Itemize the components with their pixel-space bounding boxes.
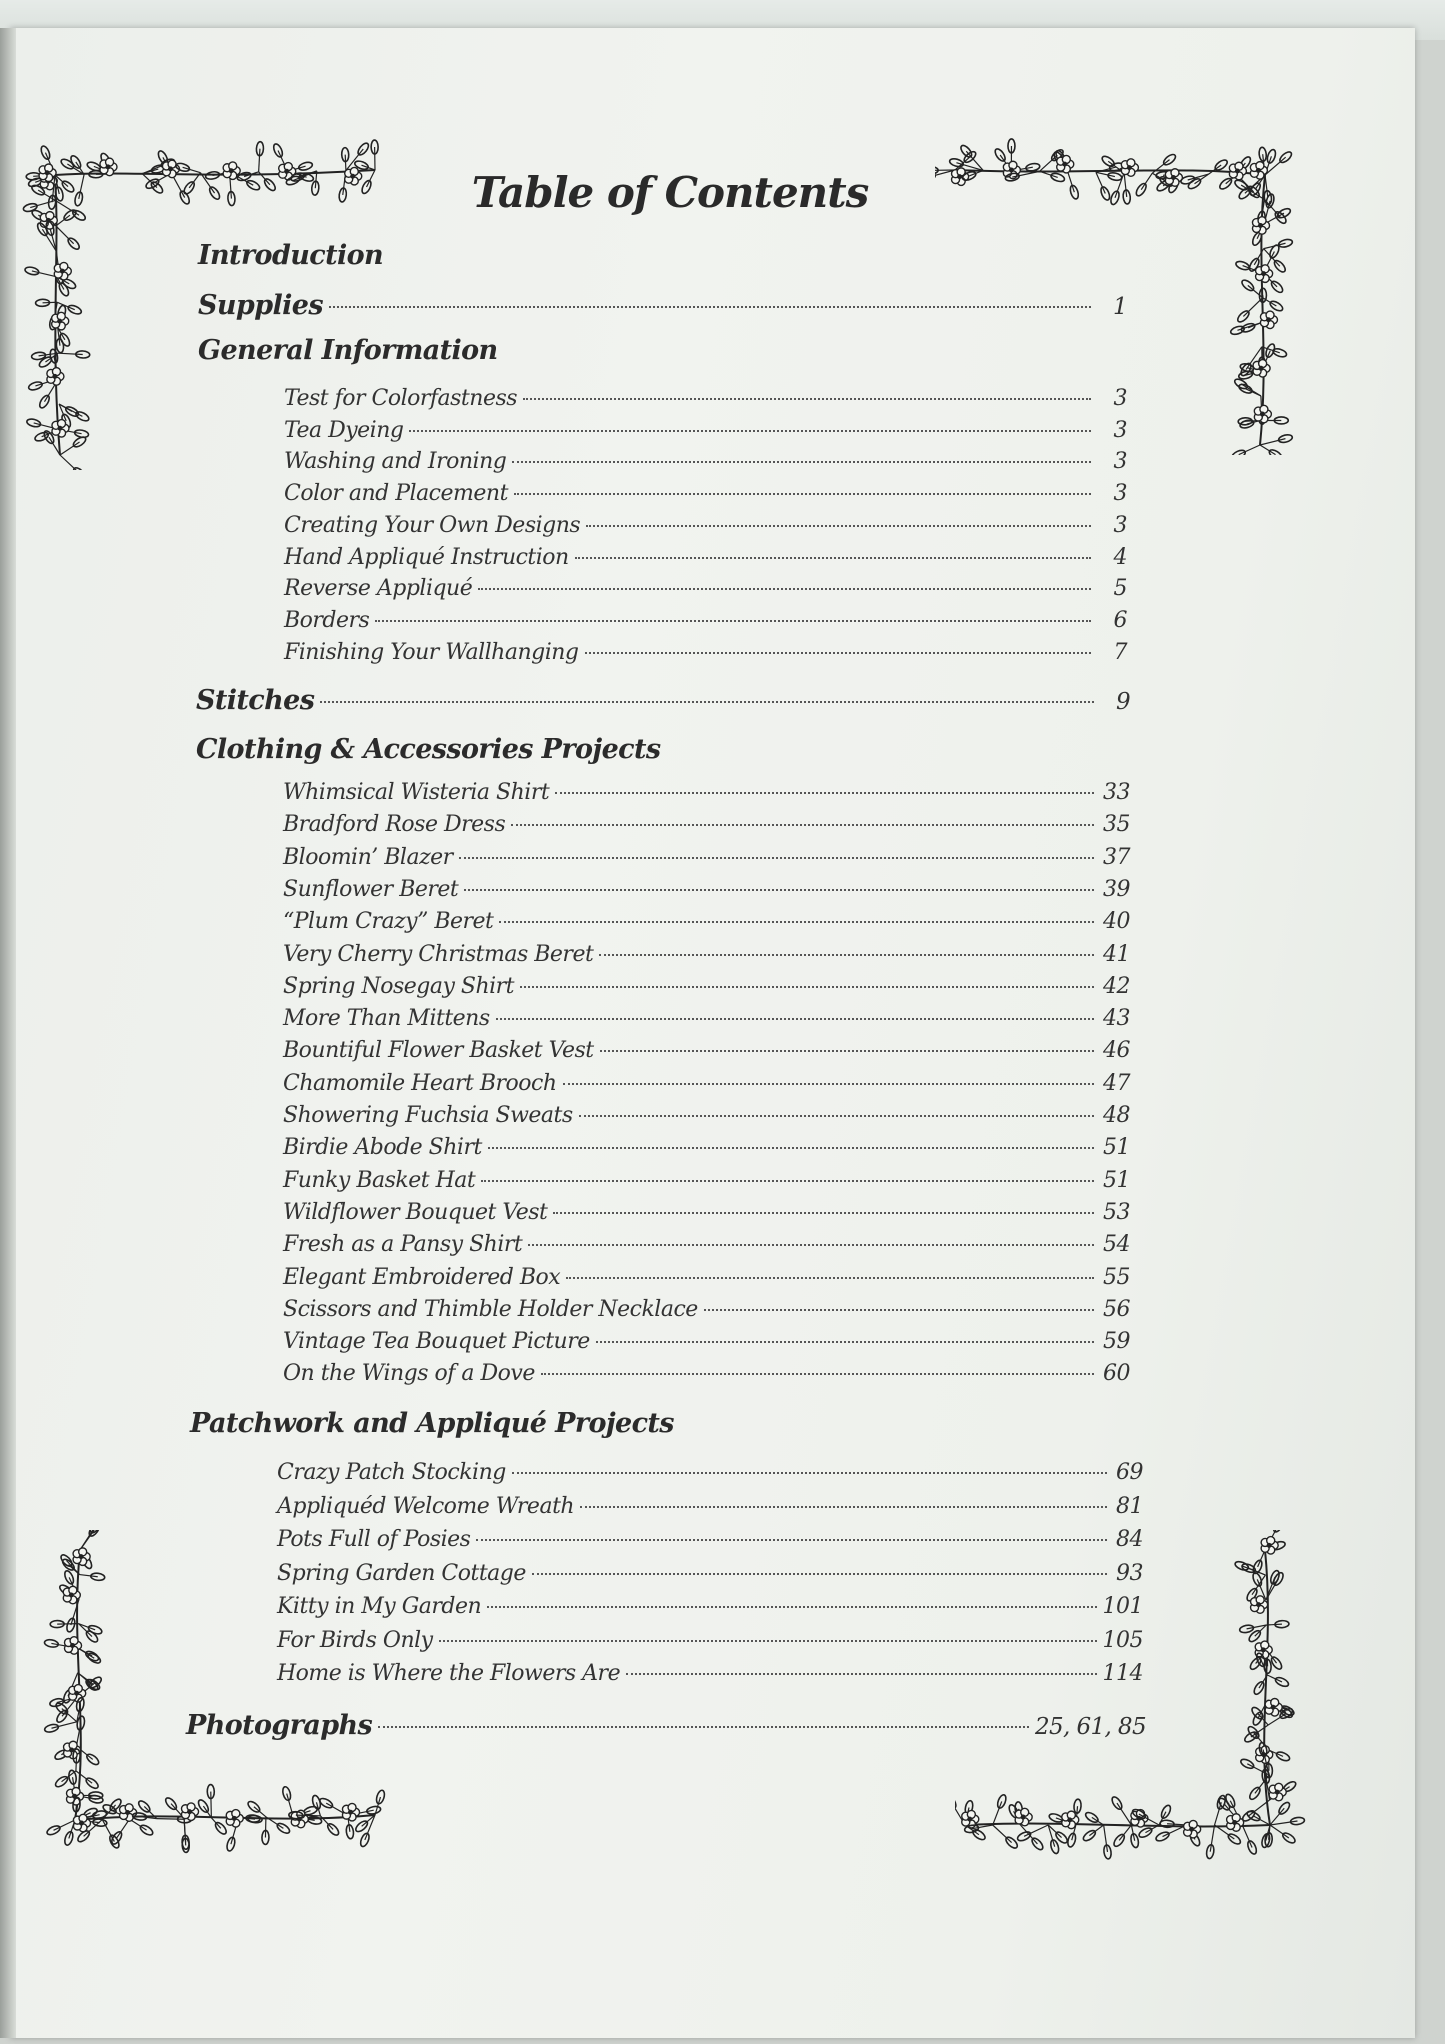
dot-leader	[586, 525, 1091, 527]
toc-page-number: 4	[1113, 544, 1127, 570]
toc-entry-row	[283, 1168, 1130, 1193]
toc-entry-label: Whimsical Wisteria Shirt	[283, 780, 550, 805]
toc-page-number: 3	[1113, 386, 1127, 411]
toc-entry-label: Very Cherry Christmas Beret	[283, 941, 594, 967]
toc-entry-row	[283, 1361, 1130, 1386]
toc-page-number: 9	[1115, 689, 1130, 715]
toc-entry-row	[277, 1527, 1143, 1552]
toc-entry-label: Kitty in My Garden	[277, 1594, 482, 1619]
dot-leader	[600, 1050, 1094, 1052]
toc-page-number: 33	[1103, 780, 1130, 805]
toc-entry-row	[283, 942, 1130, 967]
toc-entry-row	[283, 1103, 1130, 1128]
toc-page-number: 1	[1112, 294, 1127, 320]
dot-leader	[566, 1277, 1094, 1279]
toc-entry-row	[283, 1265, 1130, 1290]
toc-page-number: 55	[1103, 1264, 1130, 1290]
toc-entry-row	[277, 1594, 1143, 1619]
dot-leader	[476, 1539, 1107, 1541]
toc-page-number: 51	[1103, 1167, 1130, 1193]
toc-entry-label: Finishing Your Wallhanging	[284, 639, 579, 665]
toc-entry-row	[283, 1329, 1130, 1354]
toc-entry-label: Home is Where the Flowers Are	[277, 1661, 621, 1686]
dot-leader	[459, 857, 1094, 859]
toc-entry-label: Borders	[284, 607, 370, 633]
toc-entry-row	[283, 1200, 1130, 1225]
toc-section-heading: Clothing & Accessories Projects	[196, 734, 661, 765]
toc-entry-label: Scissors and Thimble Holder Necklace	[283, 1296, 698, 1322]
toc-page-number: 42	[1103, 973, 1130, 999]
toc-entry-row	[283, 1071, 1130, 1096]
toc-entry-label: Chamomile Heart Brooch	[283, 1070, 557, 1096]
page-title: Table of Contents	[471, 168, 869, 217]
dot-leader	[575, 557, 1091, 559]
toc-page-number: 105	[1102, 1627, 1143, 1653]
toc-section-row	[198, 290, 1127, 321]
toc-entry-label: Tea Dyeing	[284, 417, 404, 443]
dot-leader	[478, 588, 1091, 590]
toc-page-number: 84	[1116, 1527, 1143, 1552]
toc-entry-label: Sunflower Beret	[283, 876, 459, 902]
toc-entry-row	[284, 386, 1127, 411]
toc-page-number: 5	[1113, 576, 1127, 602]
dot-leader	[704, 1309, 1094, 1311]
toc-section-heading: Introduction	[198, 240, 384, 271]
toc-entry-row	[283, 1135, 1130, 1160]
dot-leader	[553, 1212, 1094, 1214]
toc-entry-row	[283, 845, 1130, 870]
toc-page-number: 51	[1103, 1135, 1130, 1161]
dot-leader	[579, 1115, 1094, 1117]
toc-entry-label: Vintage Tea Bouquet Picture	[283, 1329, 590, 1355]
toc-entry-label: Creating Your Own Designs	[284, 512, 581, 538]
dot-leader	[580, 1506, 1107, 1508]
dot-leader	[541, 1373, 1094, 1375]
toc-entry-label: Bradford Rose Dress	[283, 812, 506, 838]
toc-page-number: 37	[1103, 844, 1130, 870]
toc-page-number: 56	[1103, 1296, 1130, 1322]
dot-leader	[520, 986, 1094, 988]
toc-section-heading: Patchwork and Appliqué Projects	[190, 1408, 674, 1439]
toc-page-number: 46	[1103, 1038, 1130, 1064]
toc-entry-row	[284, 608, 1127, 633]
dot-leader	[496, 1018, 1094, 1020]
toc-entry-label: Pots Full of Posies	[277, 1527, 471, 1552]
toc-entry-row	[283, 1038, 1130, 1063]
toc-entry-row	[284, 576, 1127, 601]
toc-entry-row	[284, 513, 1127, 538]
toc-page-number: 53	[1103, 1199, 1130, 1225]
toc-page-number: 43	[1103, 1006, 1130, 1032]
toc-page-number: 54	[1103, 1232, 1130, 1258]
toc-entry-label: More Than Mittens	[283, 1006, 490, 1032]
toc-page-number: 6	[1113, 607, 1127, 633]
dot-leader	[409, 430, 1091, 432]
toc-page-number: 81	[1116, 1493, 1143, 1519]
toc-entry-row	[277, 1628, 1143, 1653]
toc-page-number: 60	[1103, 1361, 1130, 1387]
dot-leader	[563, 1083, 1094, 1085]
toc-entry-label: Hand Appliqué Instruction	[284, 544, 569, 570]
toc-entry-label: Washing and Ironing	[284, 449, 507, 475]
toc-entry-label: Funky Basket Hat	[283, 1167, 476, 1193]
toc-section-label: Supplies	[198, 290, 323, 321]
toc-entry-row	[283, 909, 1130, 934]
dot-leader	[481, 1180, 1094, 1182]
toc-entry-row	[283, 780, 1130, 805]
toc-entry-row	[284, 481, 1127, 506]
toc-entry-row	[283, 1232, 1130, 1257]
toc-entry-row	[277, 1661, 1143, 1686]
toc-entry-label: For Birds Only	[277, 1627, 433, 1653]
dot-leader	[596, 1341, 1094, 1343]
dot-leader	[511, 824, 1094, 826]
toc-entry-row	[284, 640, 1127, 665]
toc-entry-label: Test for Colorfastness	[284, 386, 518, 411]
toc-entry-row	[283, 1006, 1130, 1031]
toc-entry-label: Spring Nosegay Shirt	[283, 973, 515, 999]
toc-entry-row	[283, 974, 1130, 999]
toc-page-number: 114	[1102, 1661, 1143, 1686]
toc-entry-label: Reverse Appliqué	[284, 576, 473, 602]
toc-entry-label: Elegant Embroidered Box	[283, 1264, 561, 1290]
toc-entry-row	[284, 418, 1127, 443]
dot-leader	[329, 306, 1091, 308]
toc-entry-label: Bloomin’ Blazer	[283, 844, 453, 870]
toc-page-number: 3	[1113, 512, 1127, 538]
toc-entry-row	[283, 877, 1130, 902]
toc-entry-row	[277, 1561, 1143, 1586]
dot-leader	[585, 652, 1092, 654]
toc-entry-label: Appliquéd Welcome Wreath	[277, 1493, 575, 1519]
dot-leader	[378, 1726, 1029, 1728]
dot-leader	[555, 792, 1094, 794]
toc-page-number: 69	[1116, 1460, 1143, 1485]
toc-entry-label: Crazy Patch Stocking	[277, 1460, 506, 1485]
dot-leader	[499, 921, 1094, 923]
dot-leader	[532, 1573, 1107, 1575]
toc-entry-label: Spring Garden Cottage	[277, 1560, 526, 1586]
toc-page-number: 47	[1103, 1070, 1130, 1096]
toc-entry-label: Showering Fuchsia Sweats	[283, 1103, 573, 1128]
toc-entry-label: Color and Placement	[284, 481, 508, 507]
toc-page-number: 41	[1103, 941, 1130, 967]
toc-section-row	[196, 685, 1130, 716]
toc-page-number: 101	[1102, 1594, 1143, 1619]
toc-page-number: 93	[1116, 1560, 1143, 1586]
dot-leader	[320, 701, 1094, 703]
dot-leader	[512, 1472, 1107, 1474]
toc-section-heading: General Information	[198, 335, 498, 366]
dot-leader	[514, 493, 1091, 495]
toc-page-number: 7	[1113, 639, 1127, 665]
toc-entry-row	[284, 449, 1127, 474]
toc-entry-label: Fresh as a Pansy Shirt	[283, 1232, 523, 1258]
dot-leader	[528, 1244, 1094, 1246]
dot-leader	[626, 1673, 1096, 1675]
dot-leader	[487, 1606, 1096, 1608]
toc-entry-row	[283, 812, 1130, 837]
toc-page-number: 3	[1113, 449, 1127, 475]
toc-section-label: Stitches	[196, 685, 315, 716]
dot-leader	[512, 461, 1091, 463]
toc-page-number: 48	[1103, 1103, 1130, 1128]
dot-leader	[464, 889, 1094, 891]
toc-page-number: 3	[1113, 417, 1127, 443]
toc-page-number: 35	[1103, 812, 1130, 838]
toc-entry-label: Bountiful Flower Basket Vest	[283, 1038, 594, 1064]
toc-page-number: 59	[1103, 1329, 1130, 1355]
dot-leader	[439, 1640, 1097, 1642]
toc-entry-label: Birdie Abode Shirt	[283, 1135, 482, 1161]
toc-section-label: Photographs	[186, 1710, 373, 1741]
toc-page-number: 39	[1103, 876, 1130, 902]
toc-entry-label: On the Wings of a Dove	[283, 1361, 535, 1387]
toc-section-row	[186, 1710, 1146, 1741]
dot-leader	[523, 398, 1091, 400]
toc-entry-row	[284, 545, 1127, 570]
dot-leader	[488, 1147, 1094, 1149]
toc-page-number: 25, 61, 85	[1034, 1714, 1146, 1740]
toc-entry-label: “Plum Crazy” Beret	[283, 909, 494, 935]
toc-entry-label: Wildflower Bouquet Vest	[283, 1199, 548, 1225]
toc-entry-row	[283, 1297, 1130, 1322]
toc-page-number: 40	[1103, 909, 1130, 935]
toc-page-number: 3	[1113, 481, 1127, 507]
dot-leader	[375, 620, 1091, 622]
toc-entry-row	[277, 1460, 1143, 1485]
toc-entry-row	[277, 1494, 1143, 1519]
dot-leader	[599, 954, 1094, 956]
